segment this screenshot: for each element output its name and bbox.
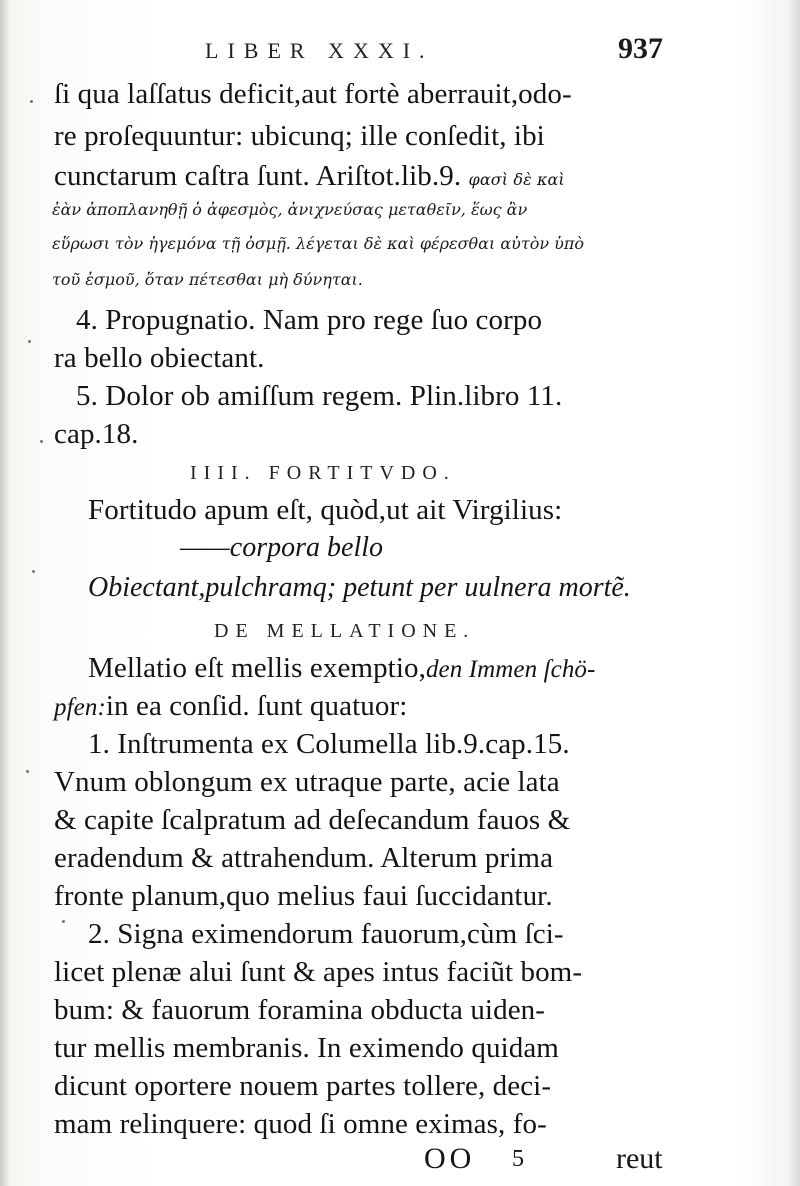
body-line-3 [54, 158, 774, 198]
print-speck [32, 570, 35, 573]
item-2-line-4: tur mellis membranis. In eximendo quidam [54, 1032, 559, 1064]
item-2-line-1: 2. Signa eximendorum fauorum,cùm ſci- [88, 918, 564, 950]
print-speck [30, 100, 33, 103]
item-1-line-3: & capite ſcalpratum ad deſecandum fauos & [54, 804, 571, 836]
body-line-2: re proſequuntur: ubicunq; ille conſedit, ibi [54, 120, 545, 152]
running-head: LIBER XXXI. [205, 38, 434, 63]
section-heading-fortitudo: IIII. FORTITVDO. [190, 462, 456, 484]
verse-line-1: ——corpora bello [180, 532, 383, 563]
print-speck [40, 440, 43, 443]
item-2-line-3: bum: & fauorum foramina obducta uiden- [54, 994, 546, 1026]
item-2-line-2: licet plenæ alui ſunt & apes intus faciũt bom- [54, 956, 583, 988]
mellatio-line-1-german: den Immen ſchö- [425, 656, 596, 683]
item-5-line-2: cap.18. [54, 418, 139, 450]
page-right-edge [788, 0, 800, 1186]
item-1-line-1: 1. Inſtrumenta ex Columella lib.9.cap.15. [88, 728, 570, 760]
item-4-line-1: 4. Propugnatio. Nam pro rege ſuo corpo [76, 304, 543, 336]
mellatio-line-2-latin: in ea conſid. ſunt quatuor: [105, 690, 408, 722]
body-line-1: ſi qua laſſatus deficit,aut fortè aberrauit,odo- [54, 78, 572, 110]
mellatio-line-2 [54, 688, 774, 726]
mellatio-line-2-german: pfen: [54, 694, 106, 721]
print-speck [26, 770, 29, 773]
item-4-line-2: ra bello obiectant. [54, 342, 265, 374]
item-1-line-2: Vnum oblongum ex utraque parte, acie lata [54, 766, 560, 798]
item-1-line-4: eradendum & attrahendum. Alterum prima [54, 842, 554, 874]
signature-number: 5 [512, 1146, 524, 1172]
fortitudo-line-1: Fortitudo apum eſt, quòd,ut ait Virgilius: [88, 494, 563, 526]
item-5-line-1: 5. Dolor ob amiſſum regem. Plin.libro 11. [76, 380, 563, 412]
catchword: reut [616, 1142, 663, 1175]
greek-line-3: τοῦ ἑσμοῦ, ὅταν πέτεσθαι μὴ δύνηται. [52, 270, 363, 289]
print-speck [28, 340, 31, 343]
page-number: 937 [618, 32, 663, 65]
greek-line-2: εὕρωσι τὸν ἡγεμόνα τῇ ὀσμῇ. λέγεται δὲ καὶ φέρεσθαι αὐτὸν ὑπὸ [52, 234, 585, 253]
mellatio-line-1-latin: Mellatio eſt mellis exemptio, [88, 652, 426, 684]
verse-line-2: Obiectant,pulchramq; petunt per uulnera mortẽ. [88, 572, 631, 603]
greek-tail: φασὶ δὲ καὶ [468, 170, 565, 189]
item-2-line-5: dicunt oportere nouem partes tollere, deci- [54, 1070, 552, 1102]
mellatio-line-1 [88, 650, 800, 688]
print-speck [62, 920, 65, 923]
item-1-line-5: fronte planum,quo melius faui ſuccidantur. [54, 880, 553, 912]
signature-mark: OO [424, 1142, 476, 1175]
greek-line-1: ἐὰν ἀποπλανηθῇ ὁ ἀφεσμὸς, ἀνιχνεύσας μεταθεῖν, ἕως ἂν [52, 200, 528, 219]
section-heading-mellatio: DE MELLATIONE. [214, 620, 476, 642]
page-gutter-shadow [0, 0, 10, 1186]
body-line-3-latin: cunctarum caſtra ſunt. Ariſtot.lib.9. [54, 160, 462, 192]
item-2-line-6: mam relinquere: quod ſi omne eximas, fo- [54, 1108, 547, 1140]
